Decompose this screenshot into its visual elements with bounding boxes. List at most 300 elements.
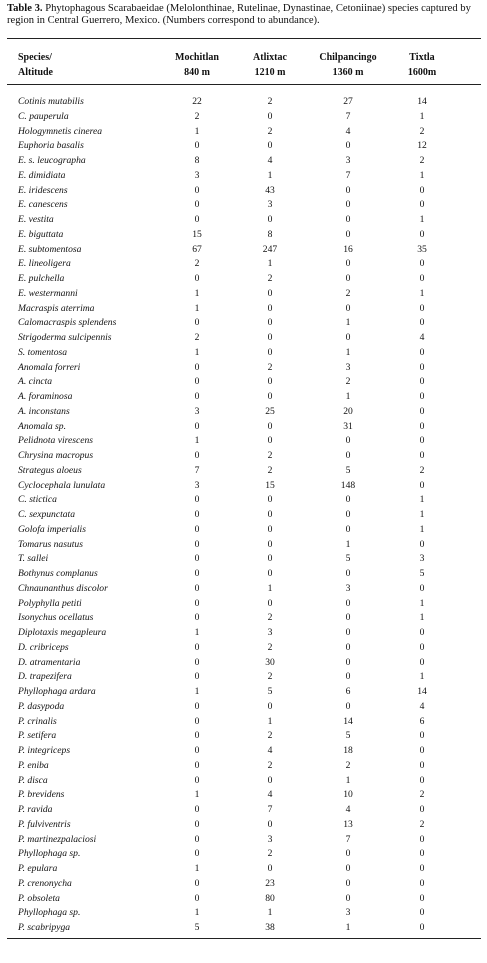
species-name: Cyclocephala lunulata: [18, 479, 106, 491]
abundance-atlixtac: 0: [267, 420, 273, 432]
species-name: P. integriceps: [18, 745, 71, 756]
abundance-tixtla: 14: [417, 96, 427, 107]
abundance-mochitlan: 0: [194, 715, 200, 727]
bottom-rule: [7, 938, 481, 939]
abundance-chilpancingo: 0: [345, 302, 351, 314]
abundance-mochitlan: 0: [194, 730, 200, 742]
column-header-altitude: 840 m: [184, 67, 210, 78]
species-name: Pelidnota virescens: [18, 435, 94, 447]
abundance-atlixtac: 2: [267, 464, 273, 476]
table-row: [0, 641, 487, 656]
abundance-chilpancingo: 0: [345, 848, 351, 860]
abundance-mochitlan: 3: [194, 169, 200, 181]
abundance-atlixtac: 3: [267, 833, 273, 845]
table-row: [0, 125, 487, 140]
abundance-atlixtac: 80: [265, 892, 275, 904]
abundance-mochitlan: 0: [194, 509, 200, 520]
table-row: [0, 95, 487, 110]
abundance-chilpancingo: 0: [345, 214, 351, 225]
abundance-chilpancingo: 5: [345, 730, 351, 742]
abundance-tixtla: 0: [419, 405, 425, 417]
table-row: [0, 331, 487, 346]
species-name: A. foraminosa: [18, 391, 73, 402]
header-rule: [7, 84, 481, 85]
species-name: P. dasypoda: [18, 700, 65, 712]
abundance-atlixtac: 0: [267, 317, 273, 329]
abundance-atlixtac: 4: [267, 789, 273, 801]
abundance-chilpancingo: 0: [345, 568, 351, 579]
abundance-tixtla: 0: [419, 420, 425, 432]
abundance-mochitlan: 0: [194, 759, 200, 771]
species-name: Diplotaxis megapleura: [18, 627, 107, 638]
abundance-mochitlan: 0: [194, 877, 200, 889]
species-name: A. cincta: [18, 376, 53, 388]
table-row: [0, 552, 487, 567]
abundance-tixtla: 0: [419, 258, 425, 270]
table-row: [0, 405, 487, 420]
species-name: P. crinalis: [18, 715, 57, 727]
abundance-chilpancingo: 0: [345, 612, 351, 624]
abundance-atlixtac: 0: [267, 538, 273, 550]
table-row: [0, 862, 487, 877]
species-name: E. s. leucographa: [18, 155, 86, 166]
table-row: [0, 833, 487, 848]
table-row: [0, 597, 487, 612]
abundance-mochitlan: 8: [194, 155, 200, 166]
abundance-atlixtac: 1: [267, 582, 273, 594]
table-caption-text: Phytophagous Scarabaeidae (Melolonthinae, Rutelinae, Dynastinae, Cetoniinae) species captured by region in Central Guerrero, Mexico. (Numbers correspond to abundance).: [7, 3, 471, 26]
abundance-atlixtac: 1: [267, 715, 273, 727]
abundance-chilpancingo: 1: [345, 346, 351, 358]
abundance-chilpancingo: 1: [345, 391, 351, 402]
abundance-tixtla: 0: [419, 774, 425, 786]
column-header-name: Mochitlan: [175, 52, 219, 63]
species-name: E. pulchella: [18, 273, 65, 284]
abundance-tixtla: 0: [419, 804, 425, 815]
table-row: [0, 390, 487, 405]
species-name: Phyllophaga sp.: [18, 907, 81, 919]
abundance-atlixtac: 2: [267, 96, 273, 107]
table-row: [0, 877, 487, 892]
abundance-mochitlan: 0: [194, 656, 200, 668]
abundance-chilpancingo: 16: [343, 243, 353, 255]
abundance-chilpancingo: 4: [345, 804, 351, 815]
abundance-mochitlan: 1: [194, 907, 200, 919]
abundance-mochitlan: 0: [194, 391, 200, 402]
abundance-atlixtac: 0: [267, 553, 273, 565]
abundance-tixtla: 0: [419, 376, 425, 388]
abundance-chilpancingo: 0: [345, 273, 351, 284]
abundance-atlixtac: 3: [267, 627, 273, 638]
table-row: [0, 198, 487, 213]
abundance-mochitlan: 0: [194, 818, 200, 830]
abundance-mochitlan: 2: [194, 110, 200, 122]
abundance-atlixtac: 2: [267, 125, 273, 137]
abundance-mochitlan: 0: [194, 538, 200, 550]
abundance-tixtla: 3: [419, 553, 425, 565]
abundance-chilpancingo: 18: [343, 745, 353, 756]
abundance-mochitlan: 5: [194, 922, 200, 933]
species-name: E. subtomentosa: [18, 243, 82, 255]
abundance-atlixtac: 0: [267, 214, 273, 225]
abundance-tixtla: 0: [419, 391, 425, 402]
table-row: [0, 272, 487, 287]
abundance-mochitlan: 1: [194, 287, 200, 299]
abundance-mochitlan: 67: [192, 243, 202, 255]
abundance-mochitlan: 0: [194, 582, 200, 594]
abundance-atlixtac: 43: [265, 184, 275, 196]
abundance-chilpancingo: 3: [345, 361, 351, 373]
abundance-tixtla: 1: [419, 612, 425, 624]
abundance-mochitlan: 1: [194, 686, 200, 697]
abundance-mochitlan: 0: [194, 523, 200, 535]
abundance-tixtla: 0: [419, 627, 425, 638]
species-name: P. setifera: [18, 730, 57, 742]
table-body: [0, 95, 487, 936]
species-name: E. canescens: [18, 199, 68, 211]
column-header-altitude: 1600m: [407, 67, 437, 78]
table-row: [0, 611, 487, 626]
abundance-atlixtac: 5: [267, 686, 273, 697]
column-header-altitude: 1210 m: [254, 67, 286, 78]
species-name: C. pauperula: [18, 110, 69, 122]
abundance-atlixtac: 0: [267, 509, 273, 520]
abundance-atlixtac: 7: [267, 804, 273, 815]
abundance-mochitlan: 0: [194, 700, 200, 712]
abundance-mochitlan: 0: [194, 568, 200, 579]
species-name: P. scabripyga: [18, 922, 71, 933]
abundance-tixtla: 0: [419, 848, 425, 860]
table-row: [0, 744, 487, 759]
abundance-chilpancingo: 7: [345, 833, 351, 845]
table-row: [0, 287, 487, 302]
abundance-chilpancingo: 1: [345, 538, 351, 550]
abundance-mochitlan: 1: [194, 346, 200, 358]
abundance-chilpancingo: 0: [345, 332, 351, 343]
table-row: [0, 582, 487, 597]
abundance-chilpancingo: 0: [345, 509, 351, 520]
column-header-altitude: 1360 m: [332, 67, 364, 78]
abundance-tixtla: 6: [419, 715, 425, 727]
abundance-atlixtac: 2: [267, 671, 273, 683]
abundance-atlixtac: 2: [267, 273, 273, 284]
abundance-chilpancingo: 0: [345, 641, 351, 653]
abundance-tixtla: 0: [419, 450, 425, 461]
abundance-tixtla: 1: [419, 110, 425, 122]
abundance-chilpancingo: 0: [345, 435, 351, 447]
abundance-tixtla: 1: [419, 287, 425, 299]
table-row: [0, 449, 487, 464]
species-name: Hologymnetis cinerea: [18, 125, 103, 137]
abundance-tixtla: 4: [419, 700, 425, 712]
abundance-chilpancingo: 0: [345, 671, 351, 683]
abundance-mochitlan: 0: [194, 774, 200, 786]
table-row: [0, 228, 487, 243]
abundance-mochitlan: 0: [194, 450, 200, 461]
species-name: P. fulviventris: [18, 818, 71, 830]
abundance-tixtla: 2: [419, 789, 425, 801]
species-name: Strategus aloeus: [18, 464, 82, 476]
abundance-tixtla: 0: [419, 317, 425, 329]
abundance-atlixtac: 1: [267, 907, 273, 919]
table-row: [0, 110, 487, 125]
abundance-atlixtac: 1: [267, 258, 273, 270]
abundance-tixtla: 14: [417, 686, 427, 697]
species-name: P. martinezpalaciosi: [18, 833, 97, 845]
species-name: P. obsoleta: [18, 892, 60, 904]
table-row: [0, 243, 487, 258]
table-row: [0, 154, 487, 169]
species-name: C. sexpunctata: [18, 509, 76, 520]
abundance-atlixtac: 0: [267, 700, 273, 712]
abundance-atlixtac: 0: [267, 346, 273, 358]
abundance-atlixtac: 2: [267, 730, 273, 742]
abundance-chilpancingo: 5: [345, 464, 351, 476]
abundance-mochitlan: 1: [194, 435, 200, 447]
table-label: Table 3.: [7, 3, 43, 14]
column-header-name: Atlixtac: [253, 52, 287, 63]
abundance-atlixtac: 0: [267, 287, 273, 299]
abundance-mochitlan: 0: [194, 199, 200, 211]
abundance-chilpancingo: 10: [343, 789, 353, 801]
table-row: [0, 567, 487, 582]
abundance-tixtla: 0: [419, 582, 425, 594]
abundance-mochitlan: 0: [194, 745, 200, 756]
abundance-atlixtac: 3: [267, 199, 273, 211]
table-row: [0, 302, 487, 317]
abundance-atlixtac: 0: [267, 494, 273, 506]
abundance-tixtla: 0: [419, 892, 425, 904]
abundance-tixtla: 0: [419, 435, 425, 447]
abundance-chilpancingo: 20: [343, 405, 353, 417]
abundance-mochitlan: 7: [194, 464, 200, 476]
abundance-mochitlan: 2: [194, 258, 200, 270]
species-name: Calomacraspis splendens: [18, 317, 117, 329]
abundance-mochitlan: 0: [194, 420, 200, 432]
abundance-tixtla: 2: [419, 464, 425, 476]
abundance-chilpancingo: 0: [345, 877, 351, 889]
table-row: [0, 375, 487, 390]
abundance-atlixtac: 23: [265, 877, 275, 889]
species-name: Phyllophaga sp.: [18, 848, 81, 860]
table-row: [0, 626, 487, 641]
abundance-chilpancingo: 13: [343, 818, 353, 830]
column-header-name: Chilpancingo: [319, 52, 377, 63]
abundance-chilpancingo: 1: [345, 774, 351, 786]
abundance-atlixtac: 15: [265, 479, 275, 491]
table-row: [0, 670, 487, 685]
abundance-chilpancingo: 14: [343, 715, 353, 727]
species-name: S. tomentosa: [18, 346, 68, 358]
abundance-atlixtac: 0: [267, 435, 273, 447]
abundance-chilpancingo: 0: [345, 700, 351, 712]
table-row: [0, 464, 487, 479]
abundance-chilpancingo: 0: [345, 494, 351, 506]
species-name: Isonychus ocellatus: [18, 612, 94, 624]
table-row: [0, 818, 487, 833]
abundance-tixtla: 0: [419, 199, 425, 211]
abundance-tixtla: 1: [419, 523, 425, 535]
abundance-chilpancingo: 0: [345, 199, 351, 211]
table-row: [0, 139, 487, 154]
table-row: [0, 420, 487, 435]
abundance-tixtla: 0: [419, 907, 425, 919]
abundance-chilpancingo: 2: [345, 287, 351, 299]
table-row: [0, 921, 487, 936]
species-name: E. lineoligera: [18, 258, 71, 270]
abundance-atlixtac: 247: [262, 243, 278, 255]
abundance-chilpancingo: 0: [345, 228, 351, 240]
column-header-name: Tixtla: [409, 52, 435, 63]
species-name: P. disca: [18, 774, 48, 786]
species-name: Tomarus nasutus: [18, 538, 83, 550]
species-header: [18, 50, 53, 80]
abundance-atlixtac: 1: [267, 169, 273, 181]
abundance-tixtla: 0: [419, 656, 425, 668]
abundance-atlixtac: 0: [267, 818, 273, 830]
abundance-chilpancingo: 4: [345, 125, 351, 137]
abundance-tixtla: 0: [419, 730, 425, 742]
table-row: [0, 346, 487, 361]
abundance-tixtla: 0: [419, 745, 425, 756]
abundance-tixtla: 0: [419, 641, 425, 653]
abundance-atlixtac: 0: [267, 568, 273, 579]
abundance-chilpancingo: 0: [345, 258, 351, 270]
abundance-tixtla: 0: [419, 833, 425, 845]
abundance-chilpancingo: 0: [345, 627, 351, 638]
abundance-chilpancingo: 5: [345, 553, 351, 565]
table-row: [0, 847, 487, 862]
abundance-atlixtac: 2: [267, 361, 273, 373]
abundance-tixtla: 0: [419, 228, 425, 240]
species-name: Anomala sp.: [18, 420, 66, 432]
abundance-mochitlan: 0: [194, 184, 200, 196]
table-row: [0, 892, 487, 907]
species-header-line1: Species/: [18, 52, 52, 63]
abundance-atlixtac: 0: [267, 332, 273, 343]
abundance-chilpancingo: 0: [345, 863, 351, 874]
abundance-mochitlan: 1: [194, 302, 200, 314]
abundance-mochitlan: 0: [194, 848, 200, 860]
abundance-chilpancingo: 6: [345, 686, 351, 697]
table-row: [0, 700, 487, 715]
abundance-atlixtac: 4: [267, 155, 273, 166]
table-row: [0, 523, 487, 538]
abundance-mochitlan: 0: [194, 553, 200, 565]
abundance-mochitlan: 1: [194, 863, 200, 874]
abundance-atlixtac: 0: [267, 863, 273, 874]
abundance-mochitlan: 0: [194, 612, 200, 624]
abundance-chilpancingo: 0: [345, 892, 351, 904]
species-name: Golofa imperialis: [18, 523, 86, 535]
table-row: [0, 479, 487, 494]
species-header-line2: Altitude: [18, 67, 53, 78]
species-name: Polyphylla petiti: [18, 597, 82, 609]
species-name: E. dimidiata: [18, 169, 66, 181]
species-name: P. brevidens: [18, 789, 65, 801]
table-row: [0, 538, 487, 553]
abundance-mochitlan: 0: [194, 273, 200, 284]
abundance-chilpancingo: 3: [345, 155, 351, 166]
abundance-tixtla: 0: [419, 273, 425, 284]
abundance-tixtla: 1: [419, 509, 425, 520]
abundance-atlixtac: 4: [267, 745, 273, 756]
abundance-tixtla: 0: [419, 759, 425, 771]
abundance-atlixtac: 30: [265, 656, 275, 668]
abundance-mochitlan: 0: [194, 376, 200, 388]
species-name: Bothynus complanus: [18, 568, 98, 579]
species-name: Cotinis mutabilis: [18, 96, 84, 107]
abundance-tixtla: 0: [419, 538, 425, 550]
abundance-mochitlan: 0: [194, 671, 200, 683]
table-row: [0, 508, 487, 523]
species-name: Euphoria basalis: [18, 140, 84, 152]
abundance-tixtla: 1: [419, 671, 425, 683]
abundance-atlixtac: 0: [267, 140, 273, 152]
abundance-chilpancingo: 148: [340, 479, 356, 491]
abundance-tixtla: 5: [419, 568, 425, 579]
abundance-mochitlan: 0: [194, 833, 200, 845]
table-row: [0, 169, 487, 184]
abundance-chilpancingo: 7: [345, 110, 351, 122]
abundance-chilpancingo: 2: [345, 759, 351, 771]
abundance-chilpancingo: 0: [345, 656, 351, 668]
abundance-tixtla: 4: [419, 332, 425, 343]
abundance-tixtla: 2: [419, 125, 425, 137]
abundance-tixtla: 2: [419, 818, 425, 830]
column-header-atlixtac: [225, 50, 315, 80]
abundance-chilpancingo: 1: [345, 922, 351, 933]
abundance-mochitlan: 22: [192, 96, 202, 107]
abundance-mochitlan: 0: [194, 597, 200, 609]
species-name: P. ravida: [18, 804, 53, 815]
table-row: [0, 788, 487, 803]
abundance-atlixtac: 0: [267, 376, 273, 388]
species-name: E. iridescens: [18, 184, 68, 196]
abundance-mochitlan: 2: [194, 332, 200, 343]
table-row: [0, 316, 487, 331]
abundance-atlixtac: 0: [267, 302, 273, 314]
abundance-mochitlan: 0: [194, 214, 200, 225]
table-row: [0, 774, 487, 789]
abundance-tixtla: 0: [419, 922, 425, 933]
abundance-tixtla: 0: [419, 361, 425, 373]
abundance-atlixtac: 25: [265, 405, 275, 417]
abundance-mochitlan: 0: [194, 892, 200, 904]
abundance-tixtla: 1: [419, 214, 425, 225]
abundance-atlixtac: 8: [267, 228, 273, 240]
species-name: A. inconstans: [18, 405, 70, 417]
top-rule: [7, 38, 481, 39]
abundance-mochitlan: 0: [194, 494, 200, 506]
table-row: [0, 213, 487, 228]
abundance-mochitlan: 15: [192, 228, 202, 240]
abundance-chilpancingo: 27: [343, 96, 353, 107]
abundance-mochitlan: 3: [194, 479, 200, 491]
abundance-chilpancingo: 31: [343, 420, 353, 432]
abundance-tixtla: 0: [419, 877, 425, 889]
abundance-atlixtac: 0: [267, 774, 273, 786]
abundance-chilpancingo: 0: [345, 597, 351, 609]
species-name: D. atramentaria: [18, 656, 81, 668]
abundance-tixtla: 0: [419, 184, 425, 196]
abundance-mochitlan: 0: [194, 361, 200, 373]
table-row: [0, 729, 487, 744]
abundance-mochitlan: 1: [194, 627, 200, 638]
abundance-chilpancingo: 0: [345, 523, 351, 535]
table-row: [0, 656, 487, 671]
abundance-tixtla: 35: [417, 243, 427, 255]
